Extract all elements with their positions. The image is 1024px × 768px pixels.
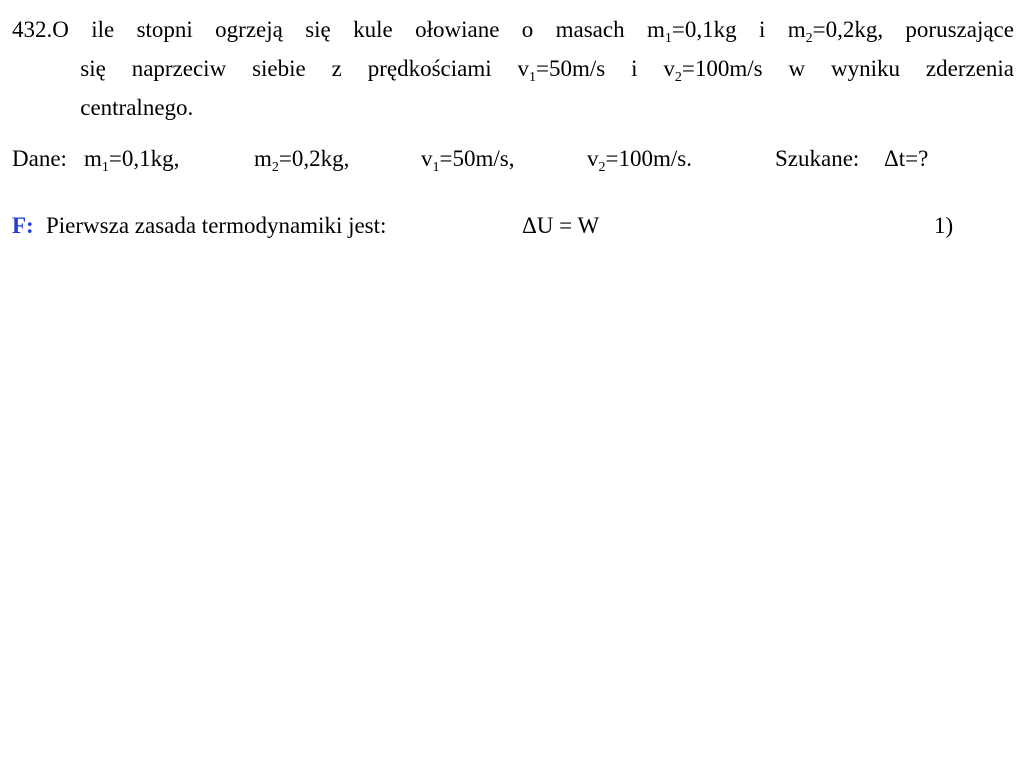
problem-line-1-b: =0,1kg i m [671,17,806,42]
problem-line-1-c: =0,2kg, poruszające [812,17,1014,42]
problem-line-2-sub-2: 2 [674,70,682,85]
given-label: Dane: [12,146,67,171]
given-m1-symbol: m [84,146,102,171]
problem-line-2-sub-1: 1 [529,70,537,85]
law-tag: F: [12,213,34,238]
given-m2 [254,141,349,177]
given-m2-subscript: 2 [271,160,279,175]
given-m1 [84,141,179,177]
problem-line-1-sub-1: 1 [664,31,672,46]
sought-value: Δt=? [884,146,929,171]
problem-line-1-a: O ile stopni ogrzeją się kule ołowiane o masach m [52,17,665,42]
problem-statement [12,10,1014,127]
problem-line-1 [52,10,1014,49]
given-v2-symbol: v [587,146,599,171]
given-m2-symbol: m [254,146,272,171]
equation-number: 1) [934,213,954,238]
problem-number: 432. [12,17,53,42]
problem-line-2-b: =50m/s i v [536,56,675,81]
problem-line-2-a: się naprzeciw siebie z prędkościami v [80,56,530,81]
given-v2-subscript: 2 [598,160,606,175]
given-v1-symbol: v [421,146,433,171]
problem-line-2 [48,49,1014,88]
problem-text [52,10,1014,127]
problem-line-1-sub-2: 2 [805,31,813,46]
problem-line-2-c: =100m/s w wyniku zderzenia [681,56,1015,81]
given-m1-subscript: 1 [101,160,109,175]
law-text: Pierwsza zasada termodynamiki jest: [46,213,387,238]
given-m2-value: =0,2kg, [278,146,350,171]
given-v2 [587,141,692,177]
given-v1 [421,141,514,177]
given-v1-value: =50m/s, [439,146,515,171]
given-m1-value: =0,1kg, [108,146,180,171]
given-v1-subscript: 1 [432,160,440,175]
given-v2-value: =100m/s. [605,146,692,171]
problem-line-3: centralnego. [80,95,194,120]
sought-label: Szukane: [775,146,860,171]
law-equation: ΔU = W [522,213,600,238]
